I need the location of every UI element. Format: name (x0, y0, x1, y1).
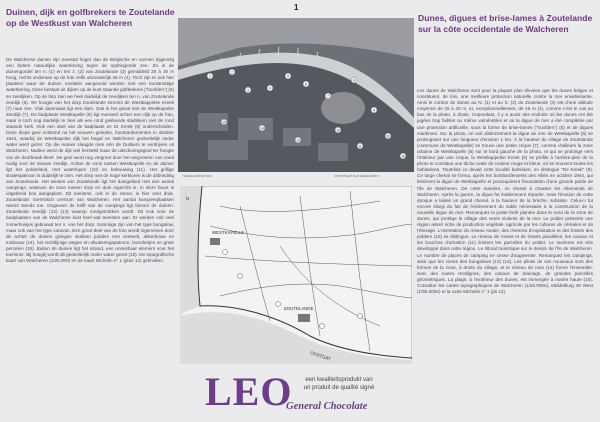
photo-marker-number: 15 (222, 120, 226, 125)
photo-marker-number: 3 (247, 88, 249, 93)
photo-marker-number: 2 (231, 70, 233, 75)
aerial-photo (178, 18, 414, 172)
map-label-oostgat: OOSTGAT (309, 350, 332, 362)
photo-marker-number: 14 (260, 126, 264, 131)
title-french-line1: Dunes, digues et brise-lames à Zoutelande (418, 13, 593, 23)
title-dutch-line2: op de Westkust van Walcheren (6, 17, 133, 28)
photo-marker-number: 5 (287, 74, 289, 79)
title-french-line2: sur la côte occidentale de Walcheren (418, 23, 569, 34)
photo-marker-number: 16 (401, 154, 405, 159)
photo-marker-number: 8 (353, 78, 355, 83)
title-dutch-line1: Duinen, dijk en golfbrekers te Zoutelande (6, 7, 175, 17)
tagline-french: un produit de qualité signé (303, 384, 375, 391)
photo-marker-number: 7 (327, 94, 329, 99)
map-label-zoutelande: ZOUTELANDE (284, 306, 314, 311)
photo-marker-number: 11 (358, 144, 362, 149)
tagline (284, 377, 394, 392)
photo-caption-right: COPYRIGHT: KLM AEROCARTO (334, 174, 379, 178)
map-label-westkapelle: WESTKAPELLE (212, 230, 245, 235)
body-text-dutch: De Walcherse duinen zijn meestal hoger dan de Belgische en vormen bijgevolg een betere natuurlijke waterkering tegen de opdringende zee. Zo is de duinengordel ten n. (1) en ten z. (2) van Zoutelande (3) gemiddeld 25 à 30 m hoog, rechts onderaan op de foto zelfs uitzonderlijk 46 m (4). Toch zijn er ook hier plaatsen waar de duinen mooietin aangevuld werden met een kunstmatige waterkering. Deze bestaat uit dijken op de kust staande golfbrekers ("hoofden") (5) en zeedijken. Op de foto zien we heel duidelijk de zeedijken ten n. van Zoutelande zeedijk (6). Ter hoogte van het dorp Zoutelande stroomt de Westkappelse Kreek (7) naar zee. Vlak daarnaast ligt een dam. Ook is het geval met de Westkapelse Zeedijk (7). De badplaats Westkapelle (8) ligt evenwel achter een dijk op de foto, maar is toch nog duidelijk te zien als een rond gekleurde stadskern met de rond staande kerk. Ook een deel van de badplaats en Dr Kreek (9) onderscheiden. Deze diepe geul ontstond na het eeuwen geleden, bombardementen in oktober 1944, waarbij de Westkapelse dijk het begaf en Walcheren gedeeltelijk onder water werd gezet. Op die manier slaagde men erin de Duitsers te verdrijven uit Walcheren. Nadien werd de dijk wel hersteld maar de uitschuringsgeul ter hoogte van de doorbraak bleef. De geul werd nog vergroot door het wegvoeren van zand nodig voor de nieuwe zeedijk. Achter de zone tussen Westkapelle en de duinen ligt het polderland, met waterlopen (10) en bebouwing (11). Het grillige stratenpatroon is duidelijk te zien. Het dorp met de hoge kerktoren is de uitbreiding van Zoutelande. Het westen van Zoutelande ligt het duingebied met een aantal campings, waarvan de zone tussen dorp en duin ingericht is. In deze buurt is uitgebreid bos aangeplant. Dit toerisme, ook in de zomer, is hier zeer druk. Zoutelande: toeristisch centrum van Walcheren. Het aantal kampeerplaatsen neemt steeds toe. Ongeveer de helft van de campings ligt binnen de duinen: Zoutelande zeedijk (12) (13) waarop rondgetrokken wordt. Dit trok voor de badplaatsen van de Walcherse kust heel wat toeristen aan. Er werden ook veel zomerhuisjes gebouwd ten n. van het dorp. Sommige zijn van het type bungalow, maar ook van het type caravan. Een groot deel van de foto wordt ingenomen door de achter de duinen gelegen stukken polders met veeteelt, akkerbouw en tuinbouw (14), het rechtlijnige wegen en afwateringspatroon, boerderijen en grote percelen (15). Buiten de duinen ligt het strand, een onmisbaar element voor het toerisme. Bij hoogtij wordt dit gedeeltelijk onder water gezet (16). De topografische kaart van Walcheren (1/25.000) en de kaart Michelin n° 1 (plan 12) gebruiken. (6, 57, 174, 264)
photo-marker-number: 9 (373, 108, 375, 113)
photo-marker-number: 6 (305, 82, 307, 87)
photo-marker-number: 4 (269, 86, 271, 91)
photo-marker-number: 12 (336, 128, 340, 133)
title-dutch (6, 7, 176, 28)
photo-marker-number: 1 (209, 74, 211, 79)
body-text-french: Les dunes de Walcheren sont pour la plupart plus élevées que les dunes belges et constituent, de loin, une meilleure protection naturelle contre la mer envahissante. Ainsi le cordon de dunes au N. (1) et au S. (2) de Zoutelande (3) est d'une altitude moyenne de 25 à 30 m, et, exceptionnellement, de 46 m (4), comme c'est le cas au bas de la photo, à droite. Cependant, il y a aussi des endroits où les dunes ont été jugées trop faibles ou même vulnérables et où la digue de mer a été complétée par une protection artificielle, sous la forme de brise-lames ("hoofden") (5) et de digues maritimes. Sur la photo, on voit distinctement la digue de mer de Westkapelle (6) se prolongeant sur une longueur d'environ 1 km. À la hauteur du village de Zoutelande (commune de Westkapelle) se trouve une petite crique (7), comme d'ailleurs la zone urbaine de Westkapelle (8) sur le bord gauche de la photo, et qui se prolonge vers l'intérieur par une crique, la Westkappelse Kreek (9) se profile à l'arrière-plan de la photo et constitue une tâche ovale de couleur rouge et bleue, où se trouvent toutes les habitations. Toutefois ce devait cette localité balnéaire, on distingue "De Kreek" (9). Ce large chenal se forma, après les bombardements des Alliés en octobre 1944, qui brisèrent la digue de Westkapelle et provoquèrent l'inondation d'une grande partie de l'île de Walcheren. De cette manière, on réussit à chasser les Allemands de Walcheren. Après la guerre, la digue fut évidemment réparée, mais l'érosion de cette époque a laissé un grand chenal, à la hauteur de la brèche, subsiste. Celui-ci fut encore élargi du fait de l'enlèvement du sable nécessaire à la construction de la nouvelle digue de mer. Remarquez la petite forêt plantée dans le nord de la zone de dunes, qui protège le village des vents violents de la mer. Le polder présente une région assez riche de production végétale, agricole par les cultures de céréales et de l'élevage. L'orientation du réseau routier, des chemins d'exploitation et des fossés des polders (10) se distingue. Le réseau de routes et de fossés parallèles, les canaux et les bouches d'aération (11) limitent les parcelles du polder. Le tourisme est très développé dans cette région. Le littoral touristique sur le dessin de l'île de Walcheren. Le nombre de places de camping ne cesse d'augmenter. Remarquez les campings, ainsi que les zones des bungalows (12) (13). Les pilotis de ces nouveaux sont des formes de la zone, à droite du village, et le réseau de rues (14) forme l'ensemble, avec des routes rectilignes, des canaux de drainage, de grandes parcelles géométriques. La plage, à l'extérieur des dunes, est immergée à marée haute (16). Consulter les cartes topographiques de Walcheren (1/25.000e), Middelburg 48 West (1/50.000e) et la carte Michelin n° 1 (pli 12). (417, 88, 593, 295)
page-number: 1 (294, 3, 299, 12)
photo-marker-number: 10 (386, 134, 390, 139)
tagline-dutch: een kwaliteitsprodukt van (305, 377, 373, 383)
map-north-arrow: N (186, 196, 190, 201)
title-french (418, 13, 596, 34)
photo-caption-left: TOWER AIRPHOTOS (182, 174, 212, 178)
brand-name: General Chocolate (286, 401, 368, 412)
photo-marker-number: 13 (296, 138, 300, 143)
topographic-map (180, 186, 412, 364)
leo-logo: LEO (205, 369, 293, 414)
